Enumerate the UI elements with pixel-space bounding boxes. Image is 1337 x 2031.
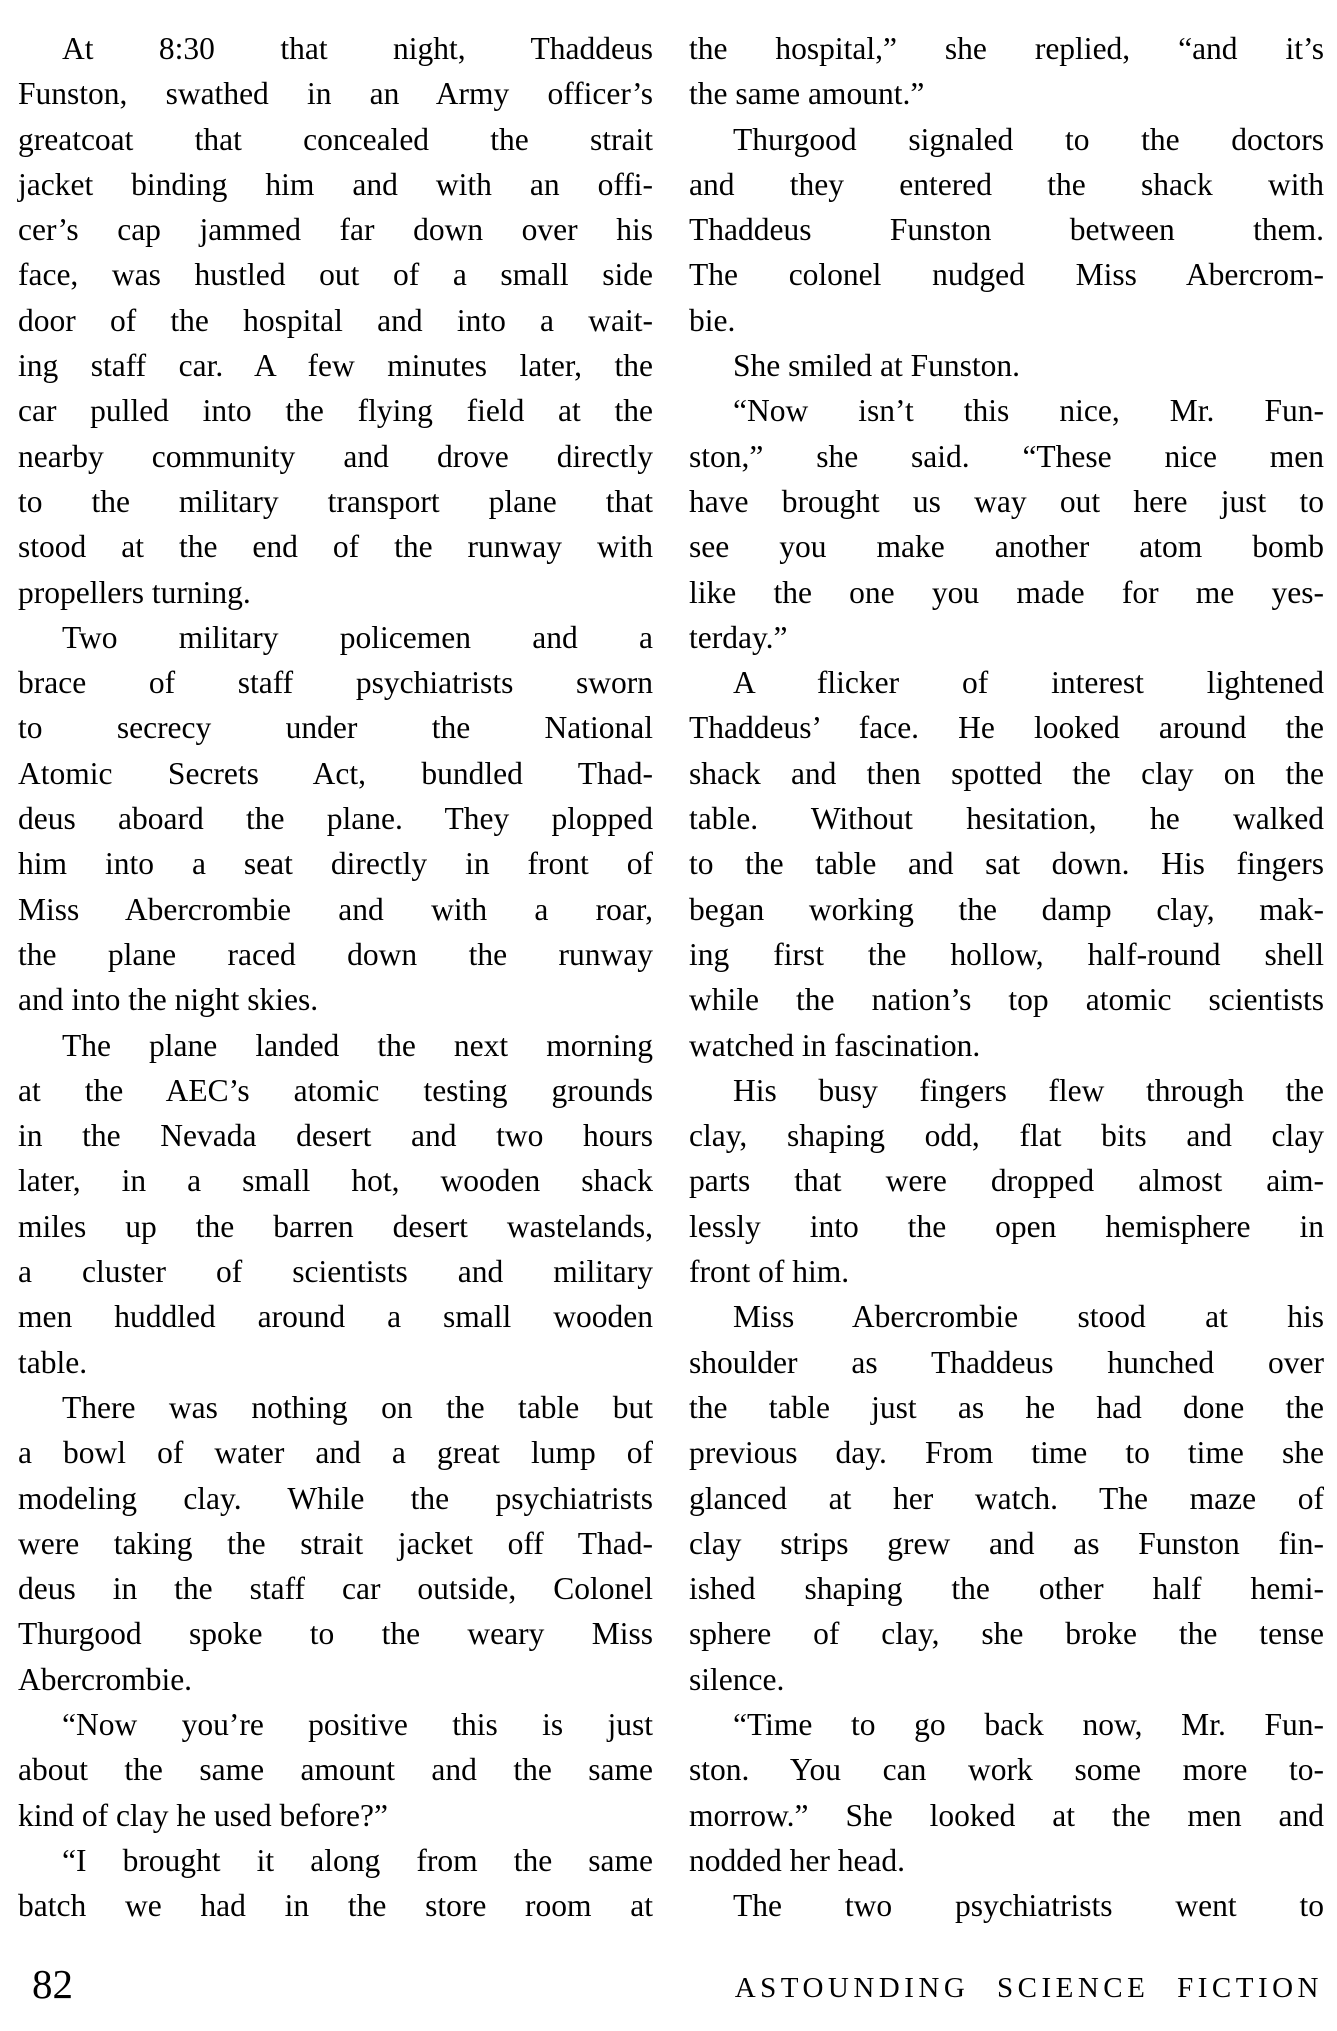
text-line: about the same amount and the same <box>18 1752 653 1788</box>
text-line: him into a seat directly in front of <box>18 846 653 882</box>
text-line: Thaddeus’ face. He looked around the <box>689 710 1324 746</box>
text-line: previous day. From time to time she <box>689 1435 1324 1471</box>
text-line: deus in the staff car outside, Colonel <box>18 1571 653 1607</box>
text-line: silence. <box>689 1661 785 1697</box>
text-line: while the nation’s top atomic scientists <box>689 982 1324 1018</box>
text-line: door of the hospital and into a wait- <box>18 302 653 338</box>
text-line: ished shaping the other half hemi- <box>689 1571 1324 1607</box>
text-line: parts that were dropped almost aim- <box>689 1163 1324 1199</box>
text-line: “I brought it along from the same <box>62 1842 653 1878</box>
text-line: miles up the barren desert wastelands, <box>18 1208 653 1244</box>
text-line: brace of staff psychiatrists sworn <box>18 665 653 701</box>
text-line: Thaddeus Funston between them. <box>689 212 1324 248</box>
running-title: ASTOUNDING SCIENCE FICTION <box>734 1972 1323 2004</box>
text-line: ston,” she said. “These nice men <box>689 438 1324 474</box>
text-line: the same amount.” <box>689 76 925 112</box>
text-line: lessly into the open hemisphere in <box>689 1208 1324 1244</box>
text-line: ing first the hollow, half-round shell <box>689 936 1324 972</box>
text-line: kind of clay he used before?” <box>18 1797 388 1833</box>
text-line: front of him. <box>689 1254 850 1290</box>
text-line: table. <box>18 1344 88 1380</box>
text-line: morrow.” She looked at the men and <box>689 1797 1324 1833</box>
text-line: There was nothing on the table but <box>62 1389 653 1425</box>
text-line: to the military transport plane that <box>18 483 653 519</box>
text-line: greatcoat that concealed the strait <box>18 121 653 157</box>
text-line: later, in a small hot, wooden shack <box>18 1163 653 1199</box>
text-line: The colonel nudged Miss Abercrom- <box>689 257 1324 293</box>
text-line: began working the damp clay, mak- <box>689 891 1324 927</box>
text-line: ston. You can work some more to- <box>689 1752 1324 1788</box>
text-line: bie. <box>689 302 736 338</box>
text-line: propellers turning. <box>18 574 251 610</box>
text-line: nodded her head. <box>689 1842 906 1878</box>
text-line: to the table and sat down. His fingers <box>689 846 1324 882</box>
text-line: Funston, swathed in an Army officer’s <box>18 76 653 112</box>
text-line: and they entered the shack with <box>689 166 1324 202</box>
text-line: shack and then spotted the clay on the <box>689 755 1324 791</box>
text-line: She smiled at Funston. <box>733 348 1021 384</box>
text-line: cer’s cap jammed far down over his <box>18 212 653 248</box>
text-line: and into the night skies. <box>18 982 319 1018</box>
text-line: jacket binding him and with an offi- <box>18 166 653 202</box>
text-line: Atomic Secrets Act, bundled Thad- <box>18 755 653 791</box>
text-line: car pulled into the flying field at the <box>18 393 653 429</box>
text-line: glanced at her watch. The maze of <box>689 1480 1324 1516</box>
text-column-right <box>689 26 1324 1928</box>
text-column-left <box>18 26 653 1928</box>
text-line: “Now isn’t this nice, Mr. Fun- <box>733 393 1324 429</box>
text-line: Two military policemen and a <box>62 619 653 655</box>
text-line: stood at the end of the runway with <box>18 529 653 565</box>
text-line: deus aboard the plane. They plopped <box>18 801 653 837</box>
text-line: The two psychiatrists went to <box>733 1888 1324 1924</box>
text-line: sphere of clay, she broke the tense <box>689 1616 1324 1652</box>
text-line: were taking the strait jacket off Thad- <box>18 1525 653 1561</box>
text-line: Thurgood spoke to the weary Miss <box>18 1616 653 1652</box>
text-line: ing staff car. A few minutes later, the <box>18 348 653 384</box>
text-line: Thurgood signaled to the doctors <box>733 121 1324 157</box>
text-line: like the one you made for me yes- <box>689 574 1324 610</box>
text-line: the table just as he had done the <box>689 1389 1324 1425</box>
text-line: face, was hustled out of a small side <box>18 257 653 293</box>
text-line: table. Without hesitation, he walked <box>689 801 1324 837</box>
text-line: have brought us way out here just to <box>689 483 1324 519</box>
text-line: men huddled around a small wooden <box>18 1299 653 1335</box>
text-line: “Time to go back now, Mr. Fun- <box>733 1706 1324 1742</box>
text-line: His busy fingers flew through the <box>733 1072 1324 1108</box>
page-number: 82 <box>32 1961 73 2007</box>
text-line: to secrecy under the National <box>18 710 653 746</box>
text-line: Miss Abercrombie and with a roar, <box>18 891 653 927</box>
text-line: batch we had in the store room at <box>18 1888 653 1924</box>
text-line: the hospital,” she replied, “and it’s <box>689 31 1324 66</box>
text-line: watched in fascination. <box>689 1027 981 1063</box>
text-line: the plane raced down the runway <box>18 936 653 972</box>
text-line: nearby community and drove directly <box>18 438 653 474</box>
text-line: in the Nevada desert and two hours <box>18 1118 653 1154</box>
text-line: “Now you’re positive this is just <box>62 1706 653 1742</box>
text-line: Abercrombie. <box>18 1661 193 1697</box>
text-line: a cluster of scientists and military <box>18 1254 653 1290</box>
text-line: see you make another atom bomb <box>689 529 1324 565</box>
text-line: clay strips grew and as Funston fin- <box>689 1525 1324 1561</box>
text-line: Miss Abercrombie stood at his <box>733 1299 1324 1335</box>
text-line: clay, shaping odd, flat bits and clay <box>689 1118 1324 1154</box>
text-line: terday.” <box>689 619 788 655</box>
text-line: A flicker of interest lightened <box>733 665 1324 701</box>
text-line: At 8:30 that night, Thaddeus <box>62 31 653 66</box>
text-line: a bowl of water and a great lump of <box>18 1435 653 1471</box>
text-line: modeling clay. While the psychiatrists <box>18 1480 653 1516</box>
text-line: The plane landed the next morning <box>62 1027 653 1063</box>
text-line: at the AEC’s atomic testing grounds <box>18 1072 653 1108</box>
text-line: shoulder as Thaddeus hunched over <box>689 1344 1324 1380</box>
